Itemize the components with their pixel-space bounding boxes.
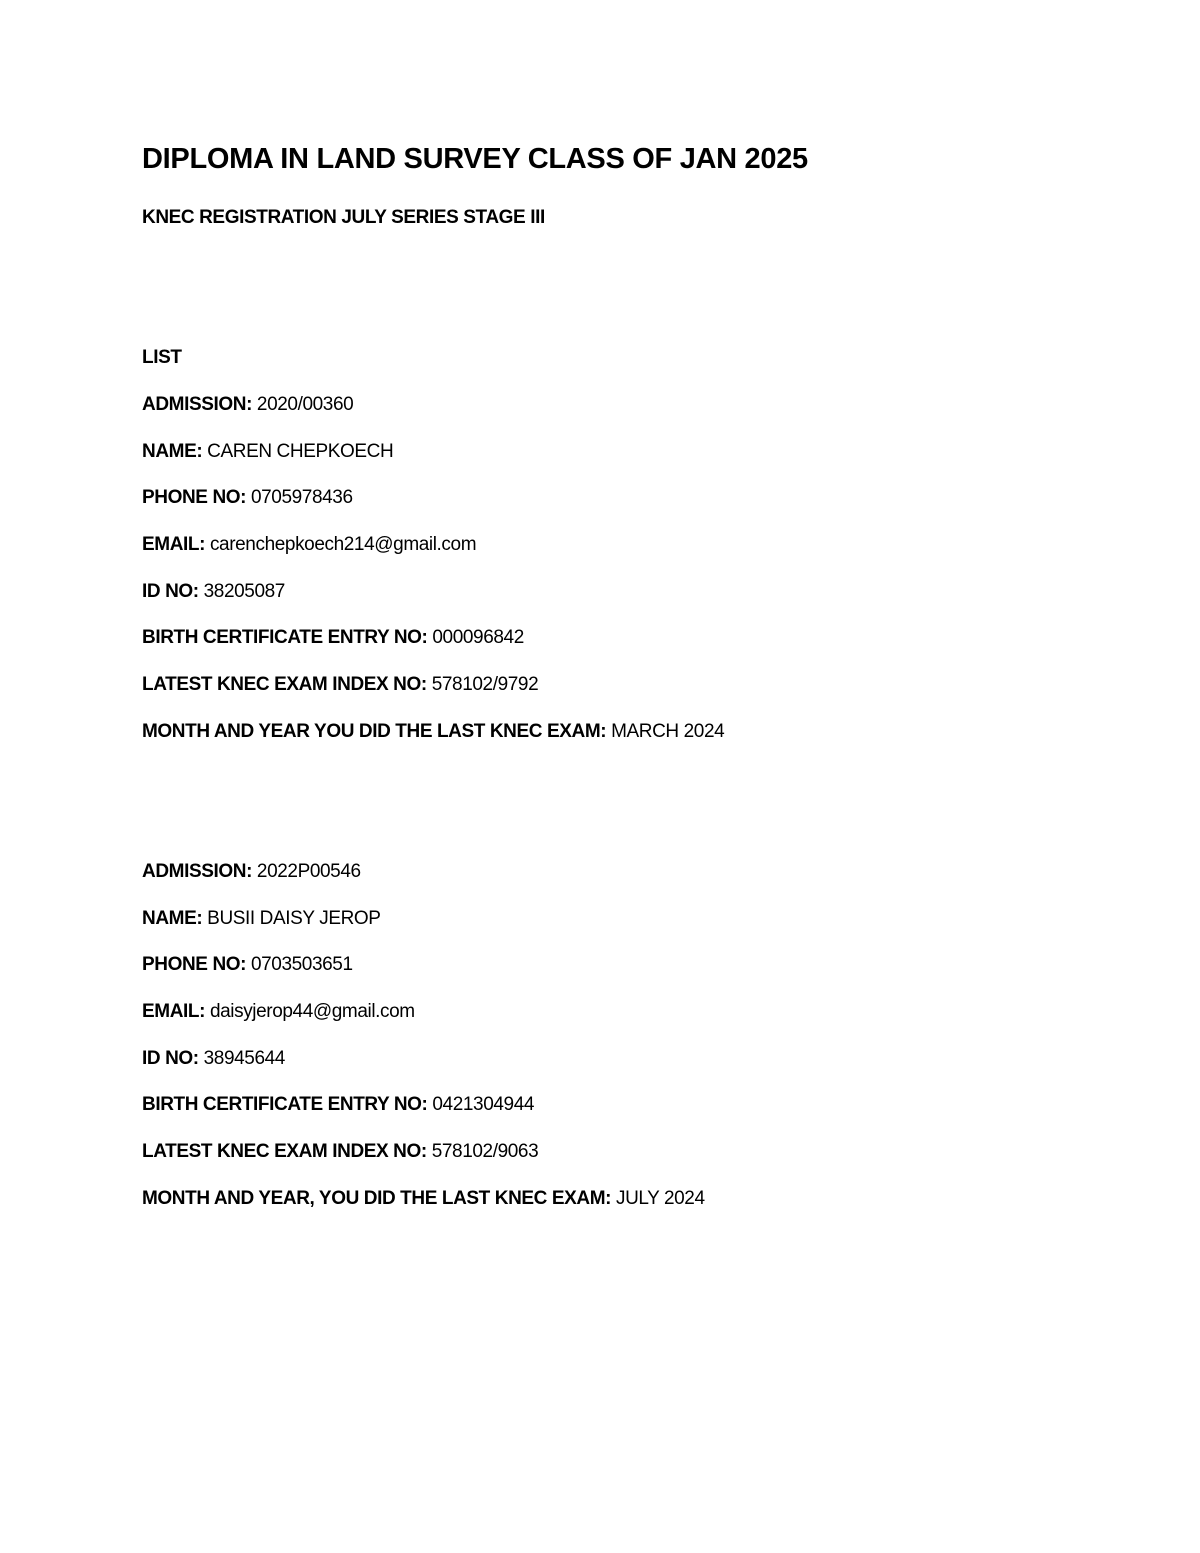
- field-label: ID NO:: [142, 580, 199, 602]
- field-label: PHONE NO:: [142, 954, 247, 976]
- index-value: 578102/9792: [431, 674, 539, 696]
- email-value: carenchepkoech214@gmail.com: [209, 534, 477, 556]
- field-label: ID NO:: [142, 1047, 199, 1069]
- student-record-2: [142, 860, 705, 1234]
- name-row: [142, 907, 705, 954]
- list-heading: LIST: [142, 347, 182, 368]
- email-row: [142, 1000, 705, 1047]
- field-label: BIRTH CERTIFICATE ENTRY NO:: [142, 1094, 428, 1116]
- field-label: EMAIL:: [142, 534, 206, 556]
- name-value: CAREN CHEPKOECH: [207, 440, 394, 462]
- last-exam-row: [142, 1187, 705, 1234]
- phone-value: 0705978436: [250, 487, 353, 509]
- admission-row: [142, 393, 724, 440]
- phone-row: [142, 486, 724, 533]
- birth-certificate-row: [142, 1093, 705, 1140]
- birth-certificate-value: 0421304944: [432, 1094, 535, 1116]
- id-value: 38945644: [203, 1047, 285, 1069]
- student-record-1: [142, 393, 724, 767]
- email-row: [142, 533, 724, 580]
- field-label: PHONE NO:: [142, 487, 247, 509]
- last-exam-row: [142, 720, 724, 767]
- field-label: MONTH AND YEAR YOU DID THE LAST KNEC EXAM:: [142, 720, 607, 742]
- name-row: [142, 440, 724, 487]
- id-row: [142, 1047, 705, 1094]
- name-value: BUSII DAISY JEROP: [207, 907, 381, 929]
- index-row: [142, 1140, 705, 1187]
- admission-value: 2022P00546: [256, 861, 361, 882]
- document-subtitle: KNEC REGISTRATION JULY SERIES STAGE III: [142, 207, 545, 228]
- admission-row: [142, 860, 705, 907]
- field-label: LATEST KNEC EXAM INDEX NO:: [142, 674, 427, 696]
- last-exam-value: JULY 2024: [615, 1187, 705, 1209]
- last-exam-value: MARCH 2024: [611, 720, 725, 742]
- admission-value: 2020/00360: [256, 394, 354, 415]
- document-title: DIPLOMA IN LAND SURVEY CLASS OF JAN 2025: [142, 143, 808, 175]
- field-label: BIRTH CERTIFICATE ENTRY NO:: [142, 627, 428, 649]
- birth-certificate-row: [142, 626, 724, 673]
- field-label: ADMISSION:: [142, 394, 253, 415]
- field-label: MONTH AND YEAR, YOU DID THE LAST KNEC EXAM:: [142, 1187, 612, 1209]
- index-value: 578102/9063: [431, 1141, 539, 1163]
- phone-row: [142, 953, 705, 1000]
- email-value: daisyjerop44@gmail.com: [209, 1001, 415, 1023]
- birth-certificate-value: 000096842: [432, 627, 524, 649]
- field-label: NAME:: [142, 440, 203, 462]
- field-label: NAME:: [142, 907, 203, 929]
- field-label: EMAIL:: [142, 1001, 206, 1023]
- phone-value: 0703503651: [250, 954, 353, 976]
- id-row: [142, 580, 724, 627]
- field-label: ADMISSION:: [142, 861, 253, 882]
- index-row: [142, 673, 724, 720]
- field-label: LATEST KNEC EXAM INDEX NO:: [142, 1141, 427, 1163]
- id-value: 38205087: [203, 580, 285, 602]
